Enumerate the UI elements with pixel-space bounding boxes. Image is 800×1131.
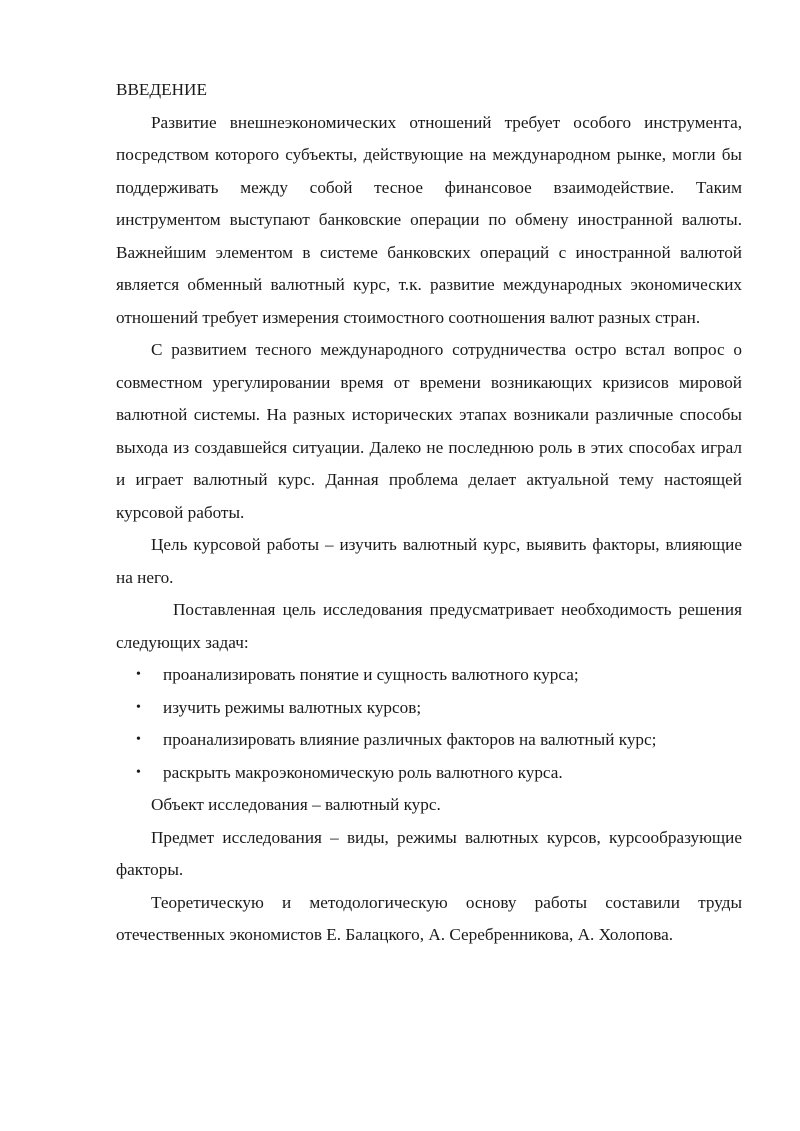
bullet-icon: • [136,764,141,780]
paragraph-object: Объект исследования – валютный курс. [151,795,441,814]
task-text: проанализировать понятие и сущность валютного курса; [163,665,579,684]
paragraph-intro-1: Развитие внешнеэкономических отношений требует особого инструмента, посредством которого субъекты, действующие на международном рынке, могли бы поддерживать между собой тесное финансовое взаимодействие. Таким инструментом выступают банковские операции по обмену иностранной валюты. Важнейшим элементом в системе банковских операций с иностранной валютой является обменный валютный курс, т.к. развитие международных экономических отношений требует измерения стоимостного соотношения валют разных стран. [116,112,742,327]
document-content [116,74,742,952]
task-list [116,659,742,789]
paragraph-tasks-intro: Поставленная цель исследования предусматривает необходимость решения следующих задач: [116,600,742,652]
task-text: раскрыть макроэкономическую роль валютного курса. [163,762,563,782]
section-heading: ВВЕДЕНИЕ [116,80,207,99]
list-item [116,659,742,692]
list-item [116,692,742,725]
list-item [116,724,742,757]
task-text: проанализировать влияние различных факторов на валютный курс; [163,730,657,749]
paragraph-intro-2: С развитием тесного международного сотрудничества остро встал вопрос о совместном урегулировании время от времени возникающих кризисов мировой валютной системы. На разных исторических этапах возникали различные способы выхода из создавшейся ситуации. Далеко не последнюю роль в этих способах играл и играет валютный курс. Данная проблема делает актуальной тему настоящей курсовой работы. [116,340,742,522]
bullet-icon: • [136,699,141,715]
bullet-icon: • [136,667,141,682]
paragraph-subject: Предмет исследования – виды, режимы валютных курсов, курсообразующие факторы. [116,827,742,879]
paragraph-basis: Теоретическую и методологическую основу работы составили труды отечественных экономистов Е. Балацкого, А. Серебренникова, А. Холопова. [116,892,742,944]
task-text: изучить режимы валютных курсов; [163,697,422,717]
list-item [116,757,742,790]
bullet-icon: • [136,732,141,747]
paragraph-goal: Цель курсовой работы – изучить валютный курс, выявить факторы, влияющие на него. [116,535,742,587]
